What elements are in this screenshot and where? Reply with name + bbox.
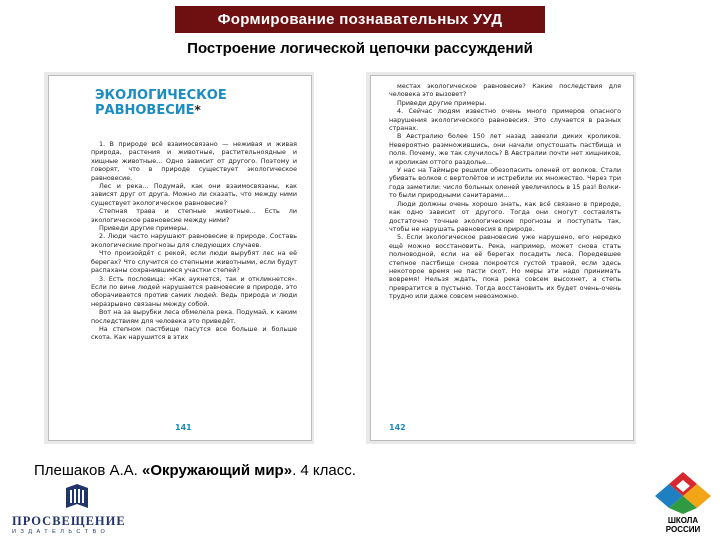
paragraph: 4. Сейчас людям известно очень много примеров опасного нарушения экологического равновесия. Это случается в разных странах.	[389, 107, 621, 133]
school-of-russia-logo	[652, 470, 714, 538]
school-logo-line-2: РОССИИ	[665, 525, 701, 534]
paragraph: 3. Есть пословица: «Как аукнется, так и откликнется». Если по вине людей нарушается равновесие в природе, это оборачивается против самих людей. Ведь природа и люди неразрывно связаны между собой.	[91, 274, 297, 308]
paragraph: Люди должны очень хорошо знать, как всё связано в природе, как одно зависит от другого. Тогда они смогут составлять достаточно точные экологические прогнозы и поступать так, чтобы не нарушать равновесия в природе.	[389, 199, 621, 233]
banner-title: Формирование познавательных УУД	[217, 11, 503, 28]
caption-book-title: «Окружающий мир»	[141, 462, 293, 479]
paragraph: Приведи другие примеры.	[397, 98, 487, 107]
heading-line-1: ЭКОЛОГИЧЕСКОЕ	[95, 88, 227, 103]
right-page-text	[389, 82, 621, 416]
paragraph: В Австралию более 150 лет назад завезли диких кроликов. Невероятно размножившись, они начали опустошать пастбища и поля. Почему, же так случилось? В Австралии почти нет хищников, и кроликам оттого раздолье...	[389, 132, 621, 166]
school-logo-line-1: ШКОЛА	[667, 516, 699, 525]
school-logo-text	[652, 516, 714, 534]
heading-mark: *	[194, 103, 201, 117]
paragraph: 1. В природе всё взаимосвязано — неживая и живая природа, растения и животные, растительноядные и хищные животные... Одно зависит от другого. Поэтому и говорят, что в природе существует экологическое равновесие.	[91, 140, 297, 182]
paragraph: 5. Если экологическое равновесие уже нарушено, его нередко ещё можно восстановить. Река, например, может снова стать полноводной, если на её берегах посадить леса. Поредевшее степное пастбище снова покроется густой травой, если здесь некоторое время не пасти скот. Но меры эти надо принимать вовремя! Нельзя ждать, пока река совсем высохнет, а степь превратится в пустыню. Тогда восстановить их будет очень-очень трудно или даже совсем невозможно.	[389, 233, 621, 301]
paragraph: местах экологическое равновесие? Какие последствия для человека это вызовет?	[389, 82, 621, 99]
textbook-page-right	[370, 75, 634, 441]
heading-line-2: РАВНОВЕСИЕ	[95, 103, 195, 118]
paragraph: Вот на за вырубки леса обмелела река. Подумай, к каким последствиям для человека это приведёт.	[91, 308, 297, 325]
paragraph: 2. Люди часто нарушают равновесие в природе. Составь экологические прогнозы для следующих случаев.	[91, 232, 297, 249]
paragraph: На степном пастбище пасутся все больше и больше скота. Как нарушится в этих	[91, 324, 297, 342]
caption-grade: . 4 класс.	[292, 462, 356, 479]
left-page-text	[91, 140, 297, 418]
paragraph: Степная трава и степные животные... Есть ли экологическое равновесие между ними?	[91, 207, 297, 224]
caption-author: Плешаков А.А.	[34, 462, 142, 479]
paragraph: Что произойдёт с рекой, если люди вырубят лес на её берегах? Что случится со степными животными, если будут распаханы сохранившиеся участки степей?	[91, 249, 297, 275]
publisher-emblem-icon	[62, 482, 92, 512]
source-caption	[34, 462, 356, 479]
title-banner	[175, 6, 545, 33]
publisher-subtitle: ИЗДАТЕЛЬСТВО	[12, 529, 110, 535]
publisher-name: ПРОСВЕЩЕНИЕ	[12, 514, 126, 528]
lesson-heading	[95, 88, 227, 118]
school-emblem-icon	[652, 470, 714, 516]
paragraph: Лес и река... Подумай, как они взаимосвязаны, как зависят друг от друга. Можно ли сказать, что между ними существует экологическое равновесие?	[91, 182, 297, 207]
textbook-page-left	[48, 75, 312, 441]
publisher-logo	[12, 482, 152, 536]
paragraph: У нас на Таймыре решили обезопасить оленей от волков. Стали убивать волков с вертолётов и истребили их множество. Через три года заметили: число больных оленей увеличилось в 15 раз! Волки-то были природными санитарами...	[389, 166, 621, 200]
page-number-right: 142	[389, 423, 406, 432]
paragraph: Приведи другие примеры.	[99, 224, 189, 233]
page-number-left: 141	[175, 423, 192, 432]
slide-subtitle: Построение логической цепочки рассуждений	[187, 40, 533, 57]
